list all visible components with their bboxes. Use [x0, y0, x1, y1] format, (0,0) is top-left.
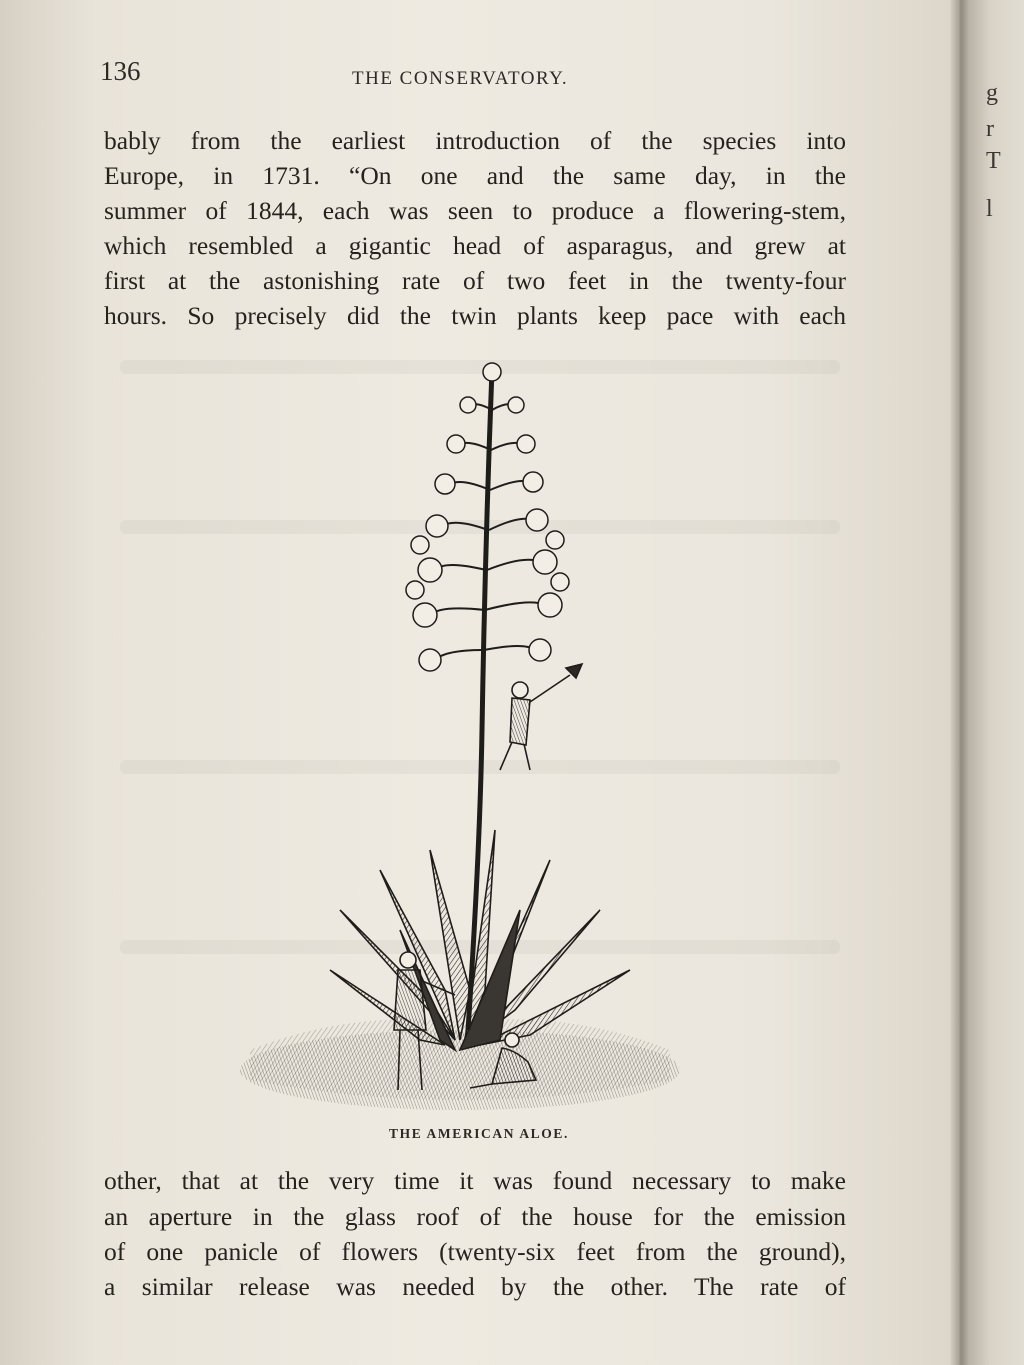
- body-line: hours. So precisely did the twin plants keep pace with each: [104, 301, 846, 330]
- facing-page-edge: [968, 0, 1024, 1365]
- body-line: an aperture in the glass roof of the house for the emission: [104, 1202, 846, 1231]
- book-gutter: [950, 0, 970, 1365]
- running-head: THE CONSERVATORY.: [352, 68, 569, 89]
- body-line: a similar release was needed by the other. The rate of: [104, 1272, 846, 1301]
- body-line: summer of 1844, each was seen to produce a flowering-stem,: [104, 196, 846, 225]
- facing-page-glyph: g: [986, 80, 998, 106]
- body-line: first at the astonishing rate of two feet in the twenty-four: [104, 266, 846, 295]
- american-aloe-engraving: [230, 350, 690, 1130]
- body-line: of one panicle of flowers (twenty-six feet from the ground),: [104, 1237, 846, 1266]
- body-line: other, that at the very time it was found necessary to make: [104, 1166, 846, 1195]
- page-number: 136: [100, 56, 141, 86]
- body-line: bably from the earliest introduction of the species into: [104, 126, 846, 155]
- facing-page-glyph: r: [986, 116, 994, 142]
- figure-caption: THE AMERICAN ALOE.: [389, 1126, 569, 1141]
- body-line: which resembled a gigantic head of asparagus, and grew at: [104, 231, 846, 260]
- body-line: Europe, in 1731. “On one and the same day, in the: [104, 161, 846, 190]
- facing-page-glyph: l: [986, 196, 993, 222]
- climbing-figure: [500, 664, 582, 770]
- facing-page-glyph: T: [986, 148, 1001, 174]
